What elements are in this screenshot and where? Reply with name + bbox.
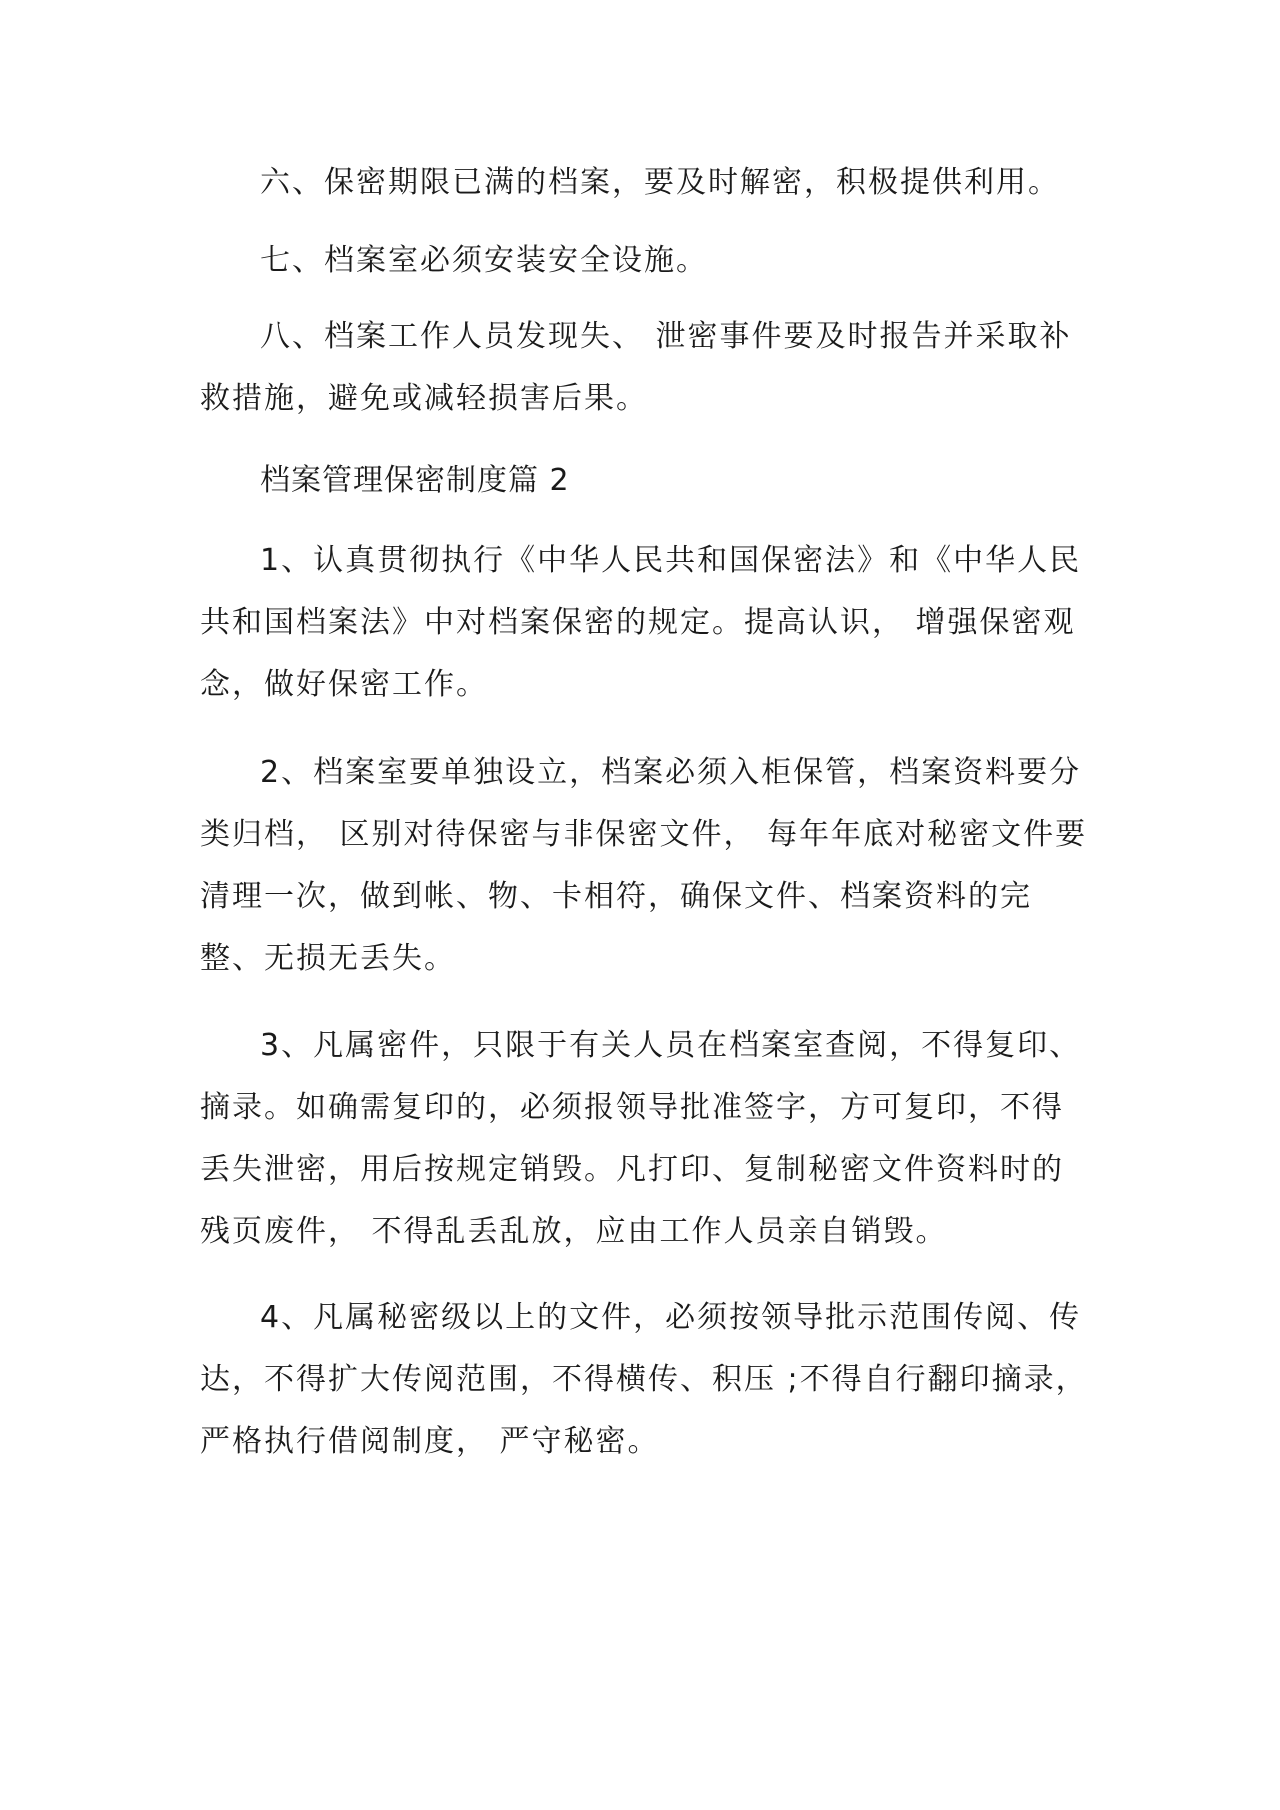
section-heading: [200, 450, 1090, 512]
paragraph-text: 2、档案室要单独设立，档案必须入柜保管，档案资料要分类归档， 区别对待保密与非保密文件， 每年年底对秘密文件要清理一次，做到帐、物、卡相符，确保文件、档案资料的完整、无损无丢失。: [200, 755, 1088, 976]
paragraph-rule-1: [200, 530, 1090, 716]
paragraph-text: 1、认真贯彻执行《中华人民共和国保密法》和《中华人民共和国档案法》中对档案保密的规定。提高认识， 增强保密观念，做好保密工作。: [200, 543, 1082, 702]
paragraph-text: 3、凡属密件，只限于有关人员在档案室查阅，不得复印、摘录。如确需复印的，必须报领导批准签字，方可复印，不得丢失泄密，用后按规定销毁。凡打印、复制秘密文件资料时的残页废件， 不得乱丢乱放，应由工作人员亲自销毁。: [200, 1028, 1082, 1249]
paragraph-item-8: [200, 306, 1090, 430]
paragraph-item-6: [200, 152, 1090, 214]
paragraph-text: 八、档案工作人员发现失、 泄密事件要及时报告并采取补救措施，避免或减轻损害后果。: [200, 319, 1072, 416]
paragraph-item-7: [200, 230, 1090, 292]
paragraph-text: 4、凡属秘密级以上的文件，必须按领导批示范围传阅、传达，不得扩大传阅范围，不得横传、积压 ;不得自行翻印摘录，严格执行借阅制度， 严守秘密。: [200, 1300, 1088, 1459]
paragraph-rule-2: [200, 742, 1090, 990]
paragraph-text: 七、档案室必须安装安全设施。: [260, 243, 708, 278]
paragraph-rule-4: [200, 1287, 1090, 1473]
section-title: 档案管理保密制度篇 2: [260, 463, 570, 498]
paragraph-rule-3: [200, 1015, 1090, 1263]
paragraph-text: 六、保密期限已满的档案，要及时解密，积极提供利用。: [260, 165, 1060, 200]
